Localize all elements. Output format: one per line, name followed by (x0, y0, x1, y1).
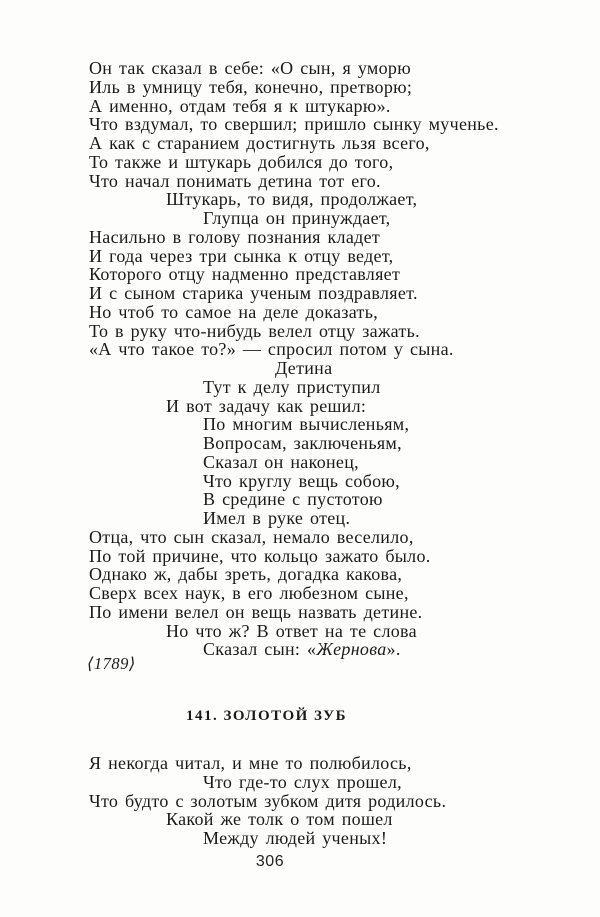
poem-date: ⟨1789⟩ (87, 654, 136, 673)
italic-word: Жернова (316, 639, 387, 660)
verse-line: А именно, отдам тебя я к штукарю». (89, 95, 391, 116)
verse-line: Что круглу вещь собою, (203, 470, 400, 491)
verse-line: Насильно в голову познания кладет (89, 226, 381, 247)
verse-line: И года через три сынка к отцу ведет, (89, 245, 394, 266)
verse-line: И с сыном старика ученым поздравляет. (89, 283, 418, 303)
verse-line: То в руку что-нибудь велел отцу зажать. (89, 320, 420, 341)
verse-line: Иль в умницу тебя, конечно, претворю; (89, 76, 413, 97)
poem-untitled (89, 59, 569, 659)
verse-line: И вот задачу как решил: (166, 395, 367, 416)
verse-line: А как с старанием достигнуть льзя всего, (89, 133, 430, 153)
verse-line: Что начал понимать детина тот его. (89, 170, 381, 191)
verse-line: Что будто с золотым зубком дитя родилось. (89, 790, 447, 811)
verse-line-with-italic (89, 640, 569, 659)
verse-line: Он так сказал в себе: «О сын, я уморю (89, 58, 411, 78)
verse-line: Глупца он принуждает, (203, 208, 391, 228)
verse-line: Тут к делу приступил (203, 376, 381, 397)
verse-line: Сказал он наконец, (203, 451, 359, 472)
verse-line: Что где-то слух прошел, (203, 771, 402, 792)
verse-line: Я некогда читал, и мне то полюбилось, (89, 753, 412, 773)
verse-line: По многим вычисленьям, (203, 414, 410, 435)
verse-line: В средине с пустотою (203, 489, 383, 510)
verse-line: Имел в руке отец. (203, 508, 351, 528)
verse-line: Какой же толк о том пошел (166, 809, 393, 830)
verse-line: То также и штукарь добился до того, (89, 151, 394, 172)
verse-line: Отца, что сын сказал, немало веселило, (89, 526, 414, 547)
verse-line: Которого отцу надменно представляет (89, 264, 401, 285)
verse-line: Детина (275, 358, 333, 378)
poem-golden-tooth (89, 754, 569, 848)
verse-fragment: ». (386, 639, 401, 660)
verse-line: Но чтоб то самое на деле доказать, (89, 301, 379, 322)
verse-line: Но что ж? В ответ на те слова (166, 620, 417, 641)
verse-line: Что вздумал, то свершил; пришло сынку мученье. (89, 114, 499, 135)
verse-fragment: Сказал сын: « (203, 639, 317, 660)
verse-line: Между людей ученых! (203, 828, 388, 848)
verse-line: По имени велел он вещь назвать детине. (89, 601, 423, 622)
page-number: 306 (255, 853, 285, 870)
verse-line: По той причине, что кольцо зажато было. (89, 545, 431, 566)
verse-line: Вопросам, заключеньям, (203, 433, 402, 453)
verse-line: «А что такое то?» — спросил потом у сына. (89, 339, 454, 360)
verse-line: Штукарь, то видя, продолжает, (166, 189, 418, 210)
verse-line: Сверх всех наук, в его любезном сыне, (89, 583, 409, 603)
poem-title: 141. ЗОЛОТОЙ ЗУБ (185, 708, 348, 724)
verse-line: Однако ж, дабы зреть, догадка какова, (89, 564, 403, 585)
